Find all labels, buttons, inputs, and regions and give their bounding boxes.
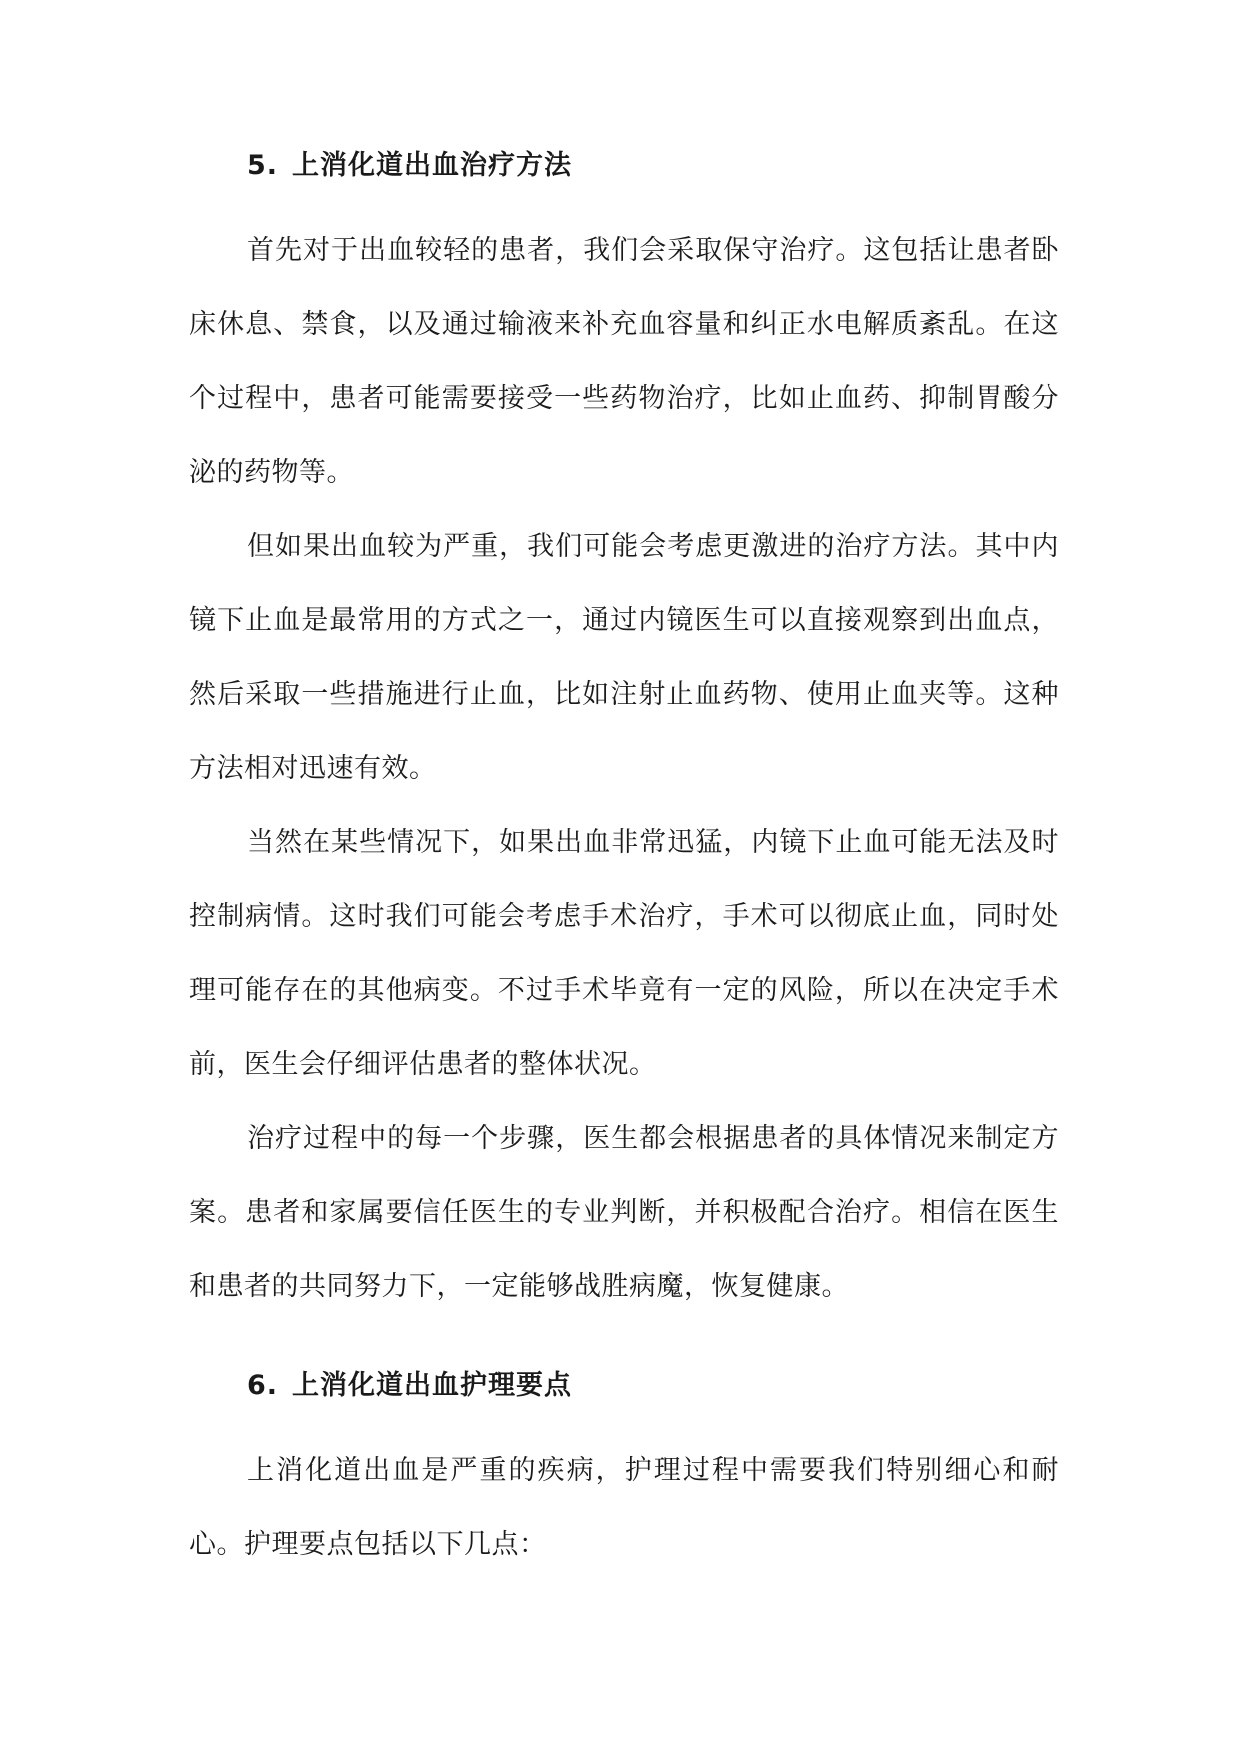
paragraph: 上消化道出血是严重的疾病，护理过程中需要我们特别细心和耐心。护理要点包括以下几点：: [189, 1455, 1059, 1560]
paragraph: 治疗过程中的每一个步骤，医生都会根据患者的具体情况来制定方案。患者和家属要信任医生的专业判断，并积极配合治疗。相信在医生和患者的共同努力下，一定能够战胜病魔，恢复健康。: [189, 1123, 1059, 1302]
section-number: 5.: [247, 150, 279, 181]
section-heading-5: [189, 140, 1059, 192]
paragraph: 但如果出血较为严重，我们可能会考虑更激进的治疗方法。其中内镜下止血是最常用的方式之一，通过内镜医生可以直接观察到出血点，然后采取一些措施进行止血，比如注射止血药物、使用止血夹等。这种方法相对迅速有效。: [189, 531, 1059, 784]
paragraph: 首先对于出血较轻的患者，我们会采取保守治疗。这包括让患者卧床休息、禁食，以及通过输液来补充血容量和纠正水电解质紊乱。在这个过程中，患者可能需要接受一些药物治疗，比如止血药、抑制胃酸分泌的药物等。: [189, 235, 1059, 488]
section-number: 6.: [247, 1370, 279, 1401]
section-heading-6: [189, 1360, 1059, 1412]
section-title: 上消化道出血治疗方法: [292, 150, 573, 181]
document-body: [189, 140, 1059, 1582]
section-title: 上消化道出血护理要点: [292, 1370, 573, 1401]
paragraph: 当然在某些情况下，如果出血非常迅猛，内镜下止血可能无法及时控制病情。这时我们可能会考虑手术治疗，手术可以彻底止血，同时处理可能存在的其他病变。不过手术毕竟有一定的风险，所以在决定手术前，医生会仔细评估患者的整体状况。: [189, 827, 1059, 1080]
